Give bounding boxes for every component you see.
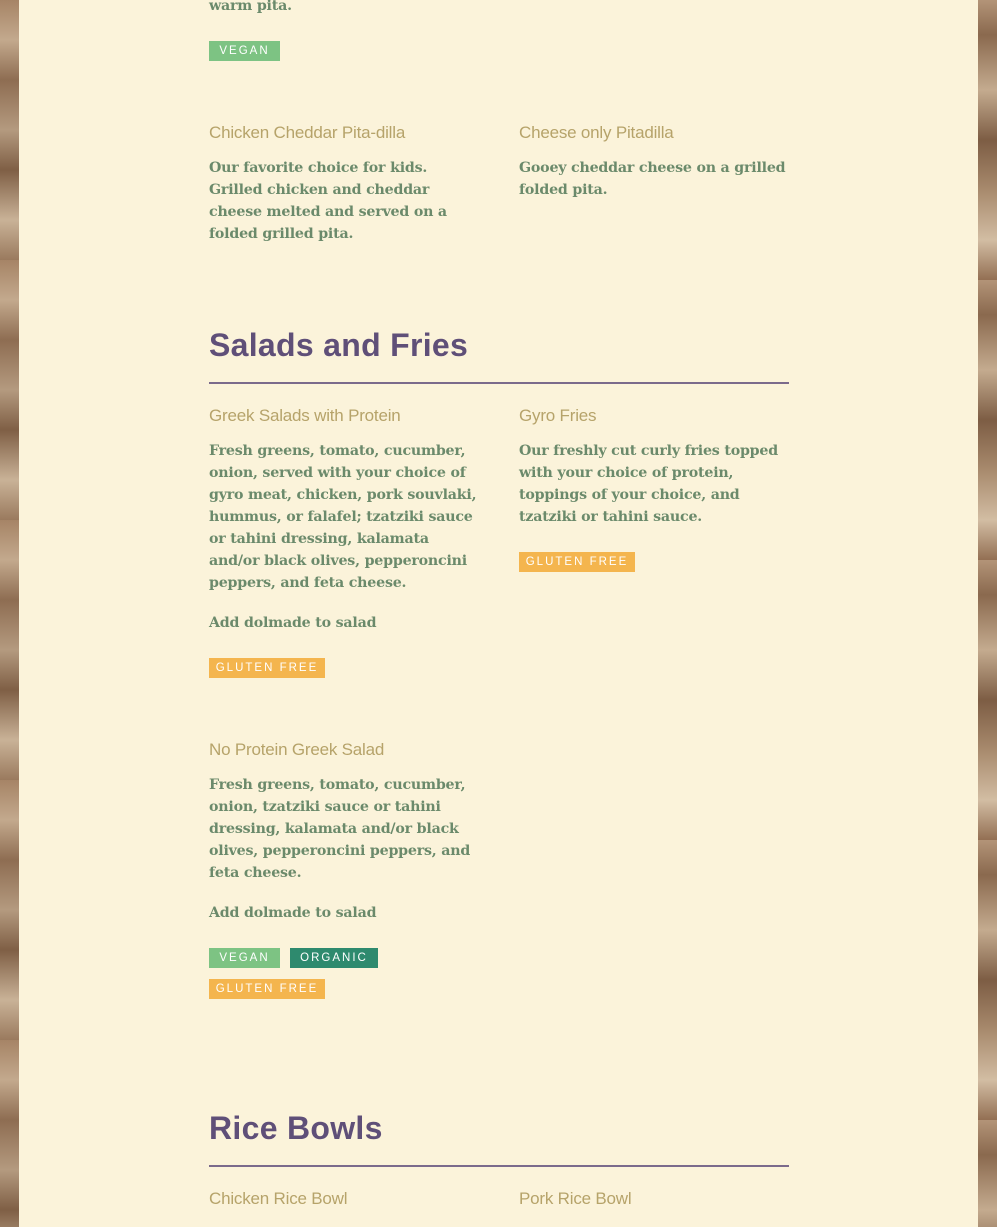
- menu-item-description: Our freshly cut curly fries topped with your choice of protein, toppings of your choice, and tzatziki or tahini sauce.: [519, 443, 778, 525]
- background-texture-right: [978, 0, 997, 1227]
- menu-item-description: Gooey cheddar cheese on a grilled folded pita.: [519, 160, 786, 198]
- badge-gluten-free: GLUTEN FREE: [209, 658, 325, 678]
- menu-item-description: Fresh greens, tomato, cucumber, onion, served with your choice of gyro meat, chicken, pork souvlaki, hummus, or falafel; tzatziki sauce or tahini dressing, kalamata and/or black olives, pepperoncini peppers, and feta cheese.: [209, 443, 477, 591]
- menu-item-title: Chicken Rice Bowl: [209, 1189, 348, 1208]
- menu-item-title: Chicken Cheddar Pita-dilla: [209, 123, 406, 142]
- menu-item-title: Pork Rice Bowl: [519, 1189, 632, 1208]
- menu-item-addon: Add dolmade to salad: [209, 905, 377, 921]
- menu-item-addon: Add dolmade to salad: [209, 615, 377, 631]
- menu-page: [19, 0, 978, 1227]
- menu-item-title: Gyro Fries: [519, 406, 597, 425]
- section-divider: [209, 1165, 789, 1167]
- menu-item-title: Greek Salads with Protein: [209, 406, 401, 425]
- menu-item-description: warm pita.: [209, 0, 292, 14]
- menu-item-title: No Protein Greek Salad: [209, 740, 385, 759]
- menu-item-description: Fresh greens, tomato, cucumber, onion, tzatziki sauce or tahini dressing, kalamata and/or black olives, pepperoncini peppers, and feta cheese.: [209, 777, 471, 881]
- menu-item-description: Our favorite choice for kids. Grilled chicken and cheddar cheese melted and served on a folded grilled pita.: [209, 160, 447, 242]
- badge-vegan: VEGAN: [209, 948, 280, 968]
- section-heading-rice-bowls: Rice Bowls: [209, 1110, 383, 1146]
- section-divider: [209, 382, 789, 384]
- badge-organic: ORGANIC: [290, 948, 378, 968]
- badge-gluten-free: GLUTEN FREE: [519, 552, 635, 572]
- section-heading-salads-and-fries: Salads and Fries: [209, 327, 469, 363]
- menu-item-title: Cheese only Pitadilla: [519, 123, 674, 142]
- badge-vegan: VEGAN: [209, 41, 280, 61]
- background-texture-left: [0, 0, 19, 1227]
- badge-gluten-free: GLUTEN FREE: [209, 979, 325, 999]
